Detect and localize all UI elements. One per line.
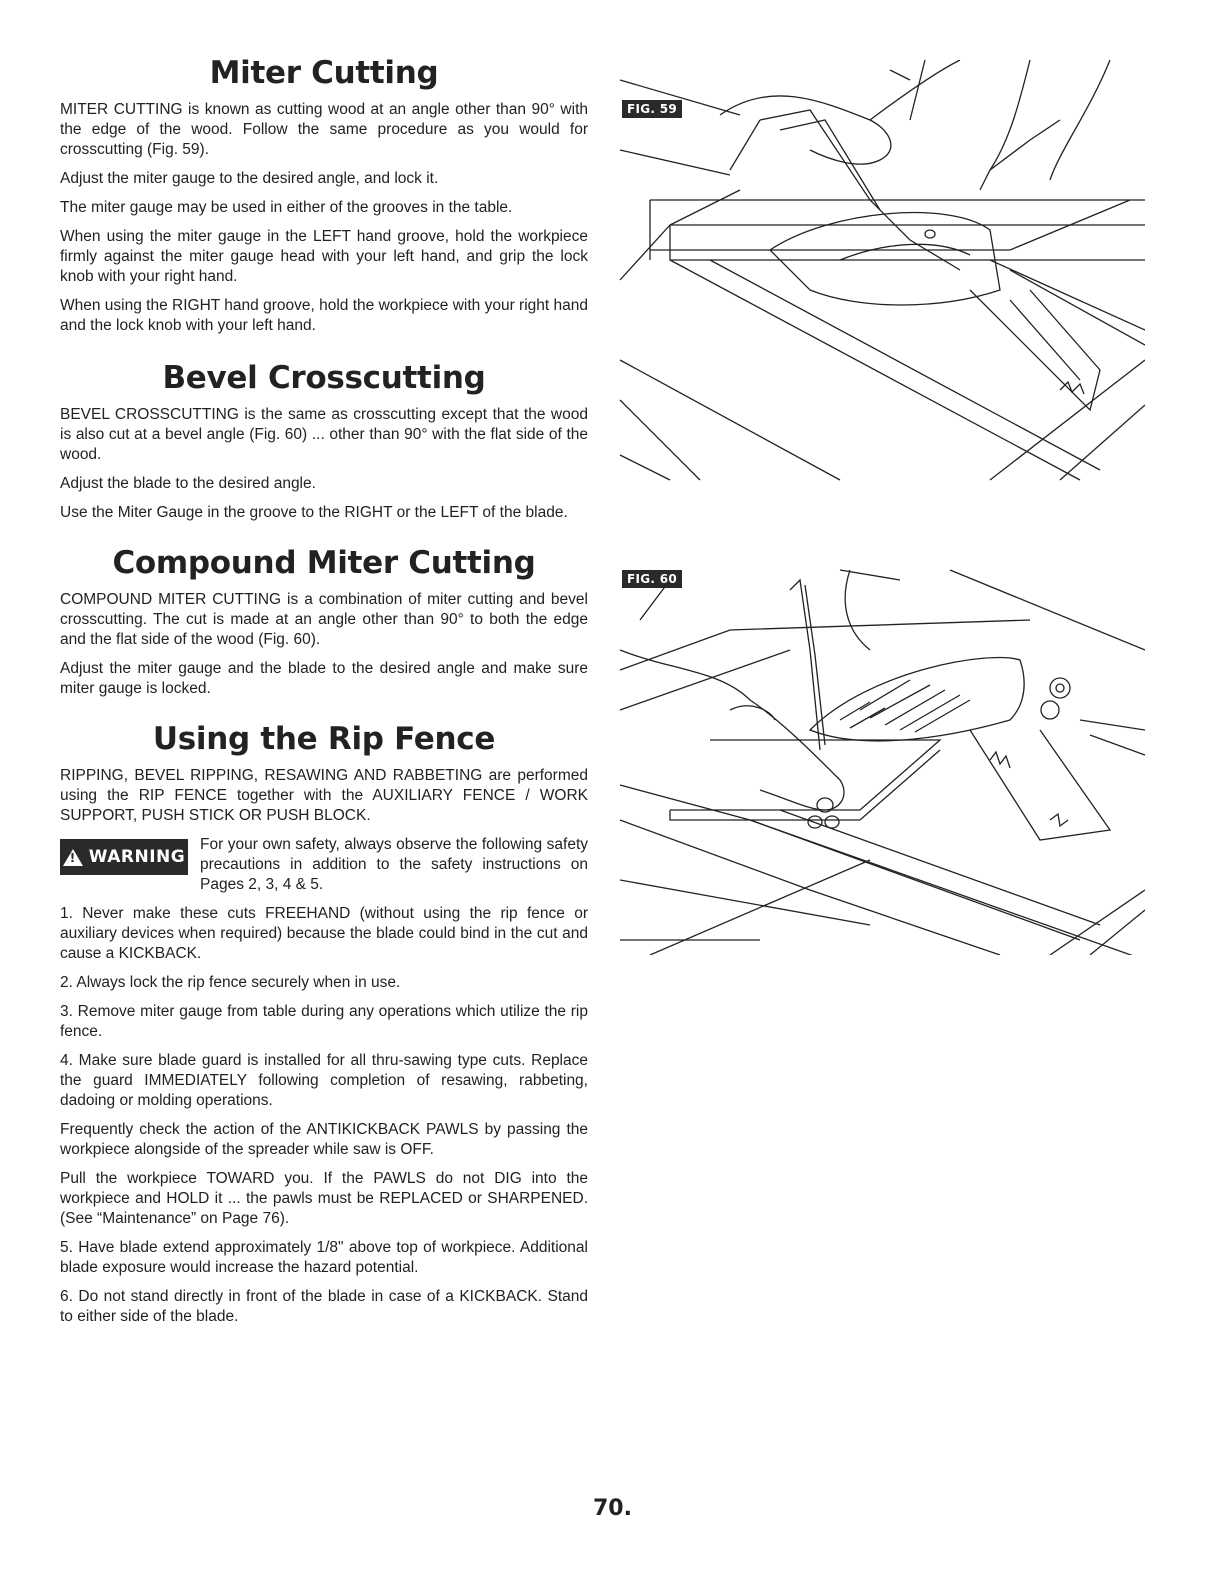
list-item: 4. Make sure blade guard is installed for all thru-sawing type cuts. Replace the guard IMMEDIATELY following completion of resawing, rabbeting, dadoing or molding operations. — [60, 1052, 588, 1109]
list-item: 1. Never make these cuts FREEHAND (without using the rip fence or auxiliary devices when required) because the blade could bind in the cut and cause a KICKBACK. — [60, 905, 588, 962]
section-heading: Miter Cutting — [209, 55, 439, 91]
warning-triangle-icon: ! — [63, 849, 83, 866]
paragraph: RIPPING, BEVEL RIPPING, RESAWING AND RABBETING are performed using the RIP FENCE together with the AUXILIARY FENCE / WORK SUPPORT, PUSH STICK OR PUSH BLOCK. — [60, 767, 588, 824]
text-column — [60, 55, 588, 1341]
paragraph: Adjust the blade to the desired angle. — [60, 475, 316, 492]
list-item: 6. Do not stand directly in front of the blade in case of a KICKBACK. Stand to either side of the blade. — [60, 1288, 588, 1325]
paragraph: Use the Miter Gauge in the groove to the RIGHT or the LEFT of the blade. — [60, 504, 568, 521]
warning-badge — [60, 839, 188, 875]
section-rip-fence — [60, 721, 588, 1327]
section-heading: Bevel Crosscutting — [162, 360, 486, 396]
section-compound-miter-cutting — [60, 545, 588, 699]
section-bevel-crosscutting — [60, 360, 588, 523]
paragraph: MITER CUTTING is known as cutting wood at an angle other than 90° with the edge of the wood. Follow the same procedure as you would for crosscutting (Fig. 59). — [60, 101, 588, 158]
warning-label: WARNING — [88, 847, 186, 867]
paragraph: BEVEL CROSSCUTTING is the same as crosscutting except that the wood is also cut at a bevel angle (Fig. 60) ... other than 90° with the flat side of the wood. — [60, 406, 588, 463]
section-heading: Using the Rip Fence — [152, 721, 496, 757]
warning-text: For your own safety, always observe the following safety precautions in addition to the safety instructions on Pages 2, 3, 4 & 5. — [200, 836, 588, 893]
paragraph: Adjust the miter gauge to the desired angle, and lock it. — [60, 170, 439, 187]
paragraph: COMPOUND MITER CUTTING is a combination of miter cutting and bevel crosscutting. The cut is made at an angle other than 90° to both the edge and the flat side of the wood (Fig. 60). — [60, 591, 588, 648]
list-item: 3. Remove miter gauge from table during any operations which utilize the rip fence. — [60, 1003, 588, 1040]
list-item: 2. Always lock the rip fence securely when in use. — [60, 974, 401, 991]
figure-60-illustration — [610, 560, 1145, 955]
list-item: Pull the workpiece TOWARD you. If the PAWLS do not DIG into the workpiece and HOLD it ... the pawls must be REPLACED or SHARPENED. (See “Maintenance” on Page 76). — [60, 1170, 588, 1227]
figure-60 — [610, 560, 1145, 955]
figure-60-label: FIG. 60 — [622, 570, 682, 588]
paragraph: Adjust the miter gauge and the blade to the desired angle and make sure miter gauge is locked. — [60, 660, 588, 697]
section-miter-cutting — [60, 55, 588, 336]
list-item: 5. Have blade extend approximately 1/8" above top of workpiece. Additional blade exposure would increase the hazard potential. — [60, 1239, 588, 1276]
paragraph: When using the miter gauge in the LEFT hand groove, hold the workpiece firmly against the miter gauge head with your left hand, and grip the lock knob with your right hand. — [60, 228, 588, 285]
page-number: 70. — [593, 1496, 632, 1521]
figure-59-label: FIG. 59 — [622, 100, 682, 118]
list-item: Frequently check the action of the ANTIKICKBACK PAWLS by passing the workpiece alongside of the spreader while saw is OFF. — [60, 1121, 588, 1158]
figure-59-illustration — [610, 60, 1145, 495]
paragraph: The miter gauge may be used in either of the grooves in the table. — [60, 199, 513, 216]
figure-59 — [610, 60, 1145, 495]
section-heading: Compound Miter Cutting — [112, 545, 536, 581]
paragraph: When using the RIGHT hand groove, hold the workpiece with your right hand and the lock knob with your left hand. — [60, 297, 588, 334]
warning-block — [60, 835, 588, 895]
